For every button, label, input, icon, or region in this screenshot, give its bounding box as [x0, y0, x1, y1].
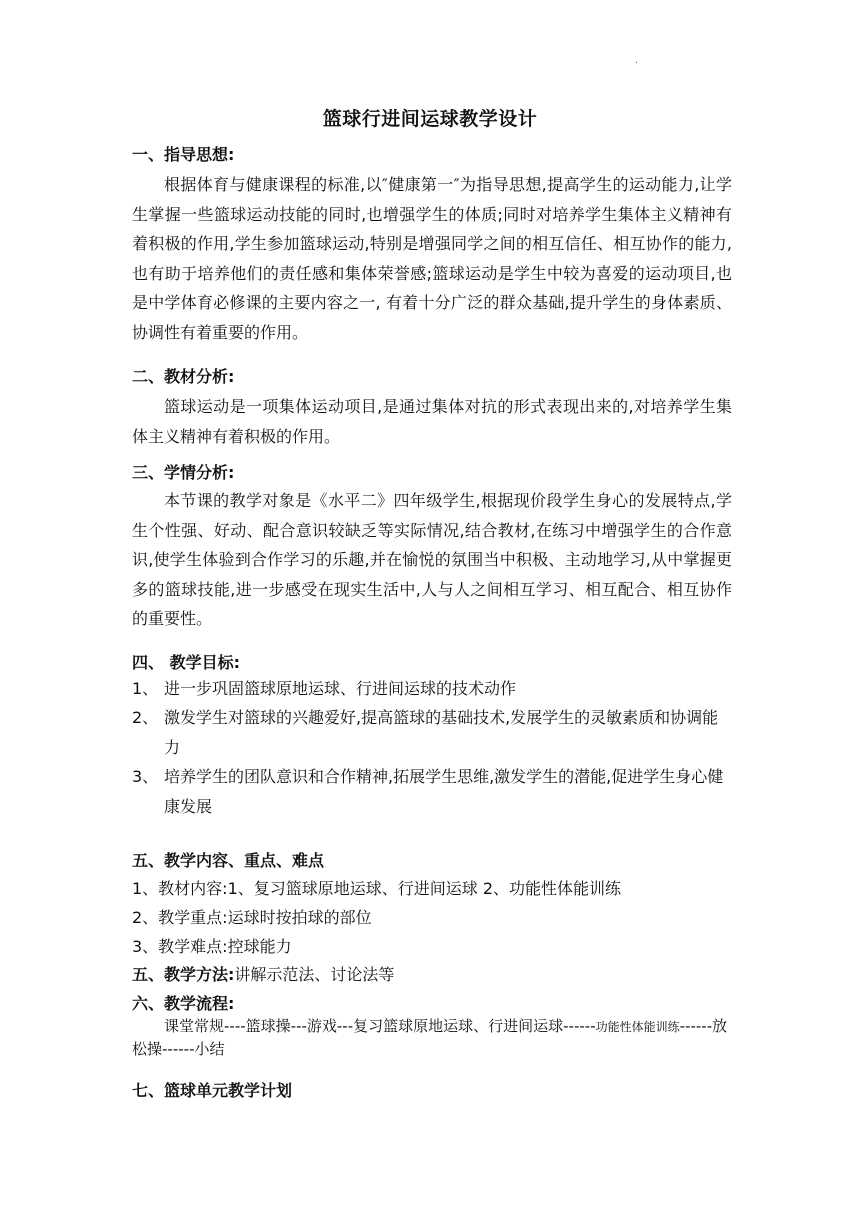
flow-part-c: ------放松操------小结 — [132, 1017, 728, 1058]
teaching-method-line — [132, 962, 394, 985]
goal-text: 进一步巩固篮球原地运球、行进间运球的技术动作 — [164, 679, 517, 698]
flow-part-b: 功能性体能训练 — [595, 1020, 680, 1034]
goal-text: 激发学生对篮球的兴趣爱好,提高篮球的基础技术,发展学生的灵敏素质和协调能力 — [164, 708, 719, 757]
section-heading-material-analysis: 二、教材分析: — [132, 367, 235, 386]
teaching-flow-text — [132, 1015, 732, 1060]
section-heading-unit-plan: 七、篮球单元教学计划 — [132, 1081, 293, 1100]
difficulty-line: 3、教学难点:控球能力 — [132, 937, 292, 956]
section-heading-student-analysis: 三、学情分析: — [132, 463, 235, 482]
teaching-method-text: 讲解示范法、讨论法等 — [234, 965, 395, 984]
goal-text: 培养学生的团队意识和合作精神,拓展学生思维,激发学生的潜能,促进学生身心健康发展 — [164, 767, 724, 816]
section-heading-teaching-flow: 六、教学流程: — [132, 994, 235, 1013]
paragraph-guiding-thought: 根据体育与健康课程的标准,以″健康第一″为指导思想,提高学生的运动能力,让学生掌握一些篮球运动技能的同时,也增强学生的体质;同时对培养学生集体主义精神有着积极的作用,学生参加篮球运动,特别是增强同学之间的相互信任、相互协作的能力,也有助于培养他们的责任感和集体荣誉感;篮球运动是学生中较为喜爱的运动项目,也是中学体育必修课的主要内容之一, 有着十分广泛的群众基础,提升学生的身体素质、协调性有着重要的作用。 — [132, 175, 732, 342]
paragraph-student-analysis: 本节课的教学对象是《水平二》四年级学生,根据现价段学生身心的发展特点,学生个性强、好动、配合意识较缺乏等实际情况,结合教材,在练习中增强学生的合作意识,使学生体验到合作学习的乐趣,并在愉悦的氛围当中积极、主动地学习,从中掌握更多的篮球技能,进一步感受在现实生活中,人与人之间相互学习、相互配合、相互协作的重要性。 — [132, 491, 732, 628]
section-heading-content: 五、教学内容、重点、难点 — [132, 851, 325, 870]
goal-number: 1、 — [132, 679, 159, 698]
section-heading-teaching-method: 五、教学方法: — [132, 965, 235, 984]
section-heading-guiding-thought: 一、指导思想: — [132, 145, 235, 164]
document-title: 篮球行进间运球教学设计 — [322, 108, 538, 130]
section-heading-teaching-goals: 四、 教学目标: — [132, 653, 240, 672]
goal-item — [132, 703, 732, 762]
flow-part-a: 课堂常规----篮球操---游戏---复习篮球原地运球、行进间运球------ — [164, 1017, 596, 1035]
goal-item — [132, 674, 732, 704]
key-point-line: 2、教学重点:运球时按拍球的部位 — [132, 908, 372, 927]
content-line: 1、教材内容:1、复习篮球原地运球、行进间运球 2、功能性体能训练 — [132, 879, 622, 898]
goal-number: 3、 — [132, 767, 159, 786]
paragraph-material-analysis: 篮球运动是一项集体运动项目,是通过集体对抗的形式表现出来的,对培养学生集体主义精神有着积极的作用。 — [132, 397, 732, 446]
goal-item — [132, 762, 732, 821]
header-dot: · — [635, 58, 639, 69]
goal-number: 2、 — [132, 708, 159, 727]
